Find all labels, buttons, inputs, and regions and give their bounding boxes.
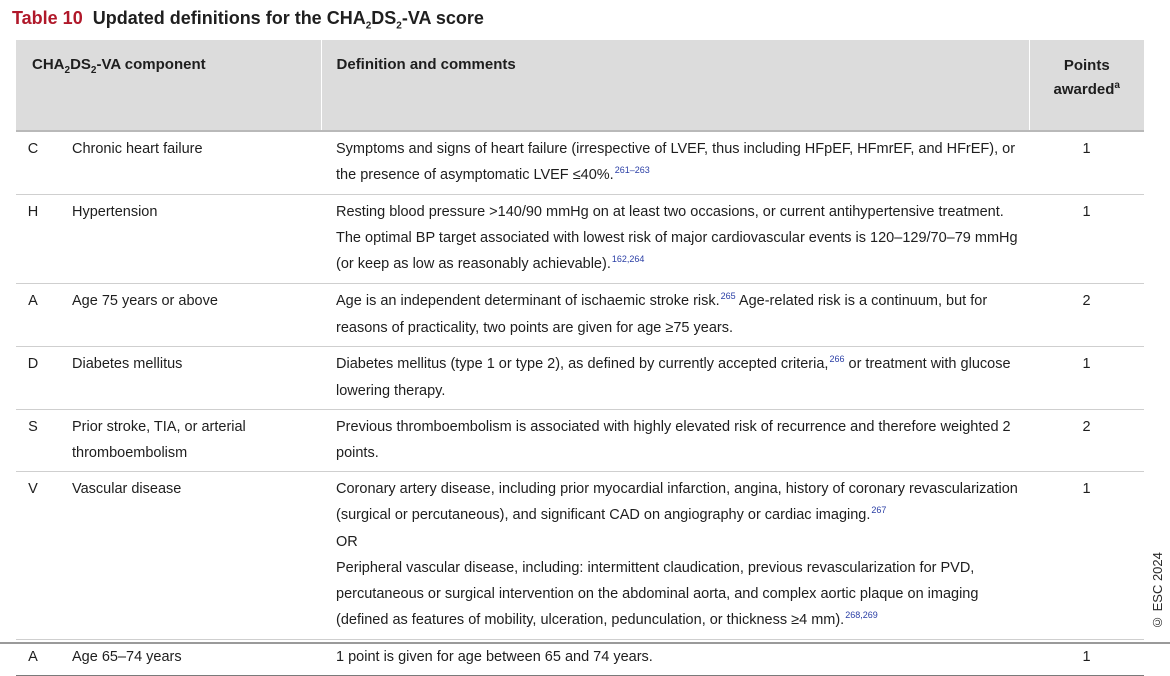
row-component: Vascular disease [56, 472, 321, 640]
row-letter: C [16, 131, 56, 195]
row-points: 2 [1029, 410, 1144, 472]
row-definition: Symptoms and signs of heart failure (irrespective of LVEF, thus including HFpEF, HFmrEF, and HFrEF), or the presence of asymptomatic LVEF ≤40%.$^{261-263}$ [321, 131, 1029, 195]
row-component: Age 75 years or above [56, 284, 321, 347]
row-component: Chronic heart failure [56, 131, 321, 195]
row-definition: 1 point is given for age between 65 and 74 years. [321, 640, 1029, 676]
row-component: Diabetes mellitus [56, 347, 321, 410]
header-row [16, 40, 1144, 131]
row-points: 1 [1029, 472, 1144, 640]
reference: 265 [720, 291, 736, 301]
row-definition: Age is an independent determinant of ischaemic stroke risk.$^{265}$ Age-related risk is a continuum, but for reasons of practicality, two points are given for age ≥75 years. [321, 284, 1029, 347]
row-component: Hypertension [56, 195, 321, 284]
header-component: $CHA_2DS_2-VA$ component [16, 40, 321, 131]
row-points: 1 [1029, 131, 1144, 195]
row-definition: Coronary artery disease, including prior myocardial infarction, angina, history of coronary revascularization (surgical or percutaneous), and significant CAD on angiography or cardiac imaging.$^{267}$ OR Peripheral vascular disease, including: intermittent claudication, previous revascularization for PVD, percutaneous or surgical intervention on the abdominal aorta, and complex aortic plaque on imaging (defined as features of mobility, ulceration, pedunculation, or thickness ≥4 mm).$^{268,269}$ [321, 472, 1029, 640]
table-row [16, 195, 1144, 284]
row-points: 1 [1029, 347, 1144, 410]
table-row [16, 131, 1144, 195]
table-row [16, 284, 1144, 347]
table-row [16, 410, 1144, 472]
row-letter: D [16, 347, 56, 410]
row-points: 1 [1029, 195, 1144, 284]
row-letter: A [16, 640, 56, 676]
row-points: 1 [1029, 640, 1144, 676]
cha2ds2va-table [16, 40, 1144, 676]
row-definition: Previous thromboembolism is associated with highly elevated risk of recurrence and therefore weighted 2 points. [321, 410, 1029, 472]
row-component: Age 65–74 years [56, 640, 321, 676]
table-row [16, 640, 1144, 676]
table-caption: Updated definitions for the $CHA_2DS_2-VA$ score [92, 8, 484, 32]
table-row [16, 347, 1144, 410]
row-definition: Resting blood pressure >140/90 mmHg on at least two occasions, or current antihypertensive treatment. The optimal BP target associated with lowest risk of major cardiovascular events is 120–129/70–79 mmHg (or keep as low as reasonably achievable).$^{162,264}$ [321, 195, 1029, 284]
table-row [16, 472, 1144, 640]
header-points: Points awarded$^a$ [1029, 40, 1144, 131]
row-component: Prior stroke, TIA, or arterial thromboembolism [56, 410, 321, 472]
copyright-notice: © ESC 2024 [1150, 552, 1165, 630]
reference: 267 [871, 505, 887, 515]
reference: 266 [829, 354, 845, 364]
row-definition: Diabetes mellitus (type 1 or type 2), as defined by currently accepted criteria,$^{266}$ or treatment with glucose lowering therapy. [321, 347, 1029, 410]
table-number: Table 10 [12, 8, 83, 28]
or-separator: OR [336, 534, 358, 550]
reference: 268,269 [845, 610, 878, 620]
row-letter: S [16, 410, 56, 472]
bottom-divider [0, 642, 1170, 644]
row-letter: V [16, 472, 56, 640]
row-points: 2 [1029, 284, 1144, 347]
reference: 261–263 [614, 165, 650, 175]
header-definition: Definition and comments [321, 40, 1029, 131]
row-letter: A [16, 284, 56, 347]
table-title [12, 8, 484, 32]
row-letter: H [16, 195, 56, 284]
reference: 162,264 [611, 254, 645, 264]
